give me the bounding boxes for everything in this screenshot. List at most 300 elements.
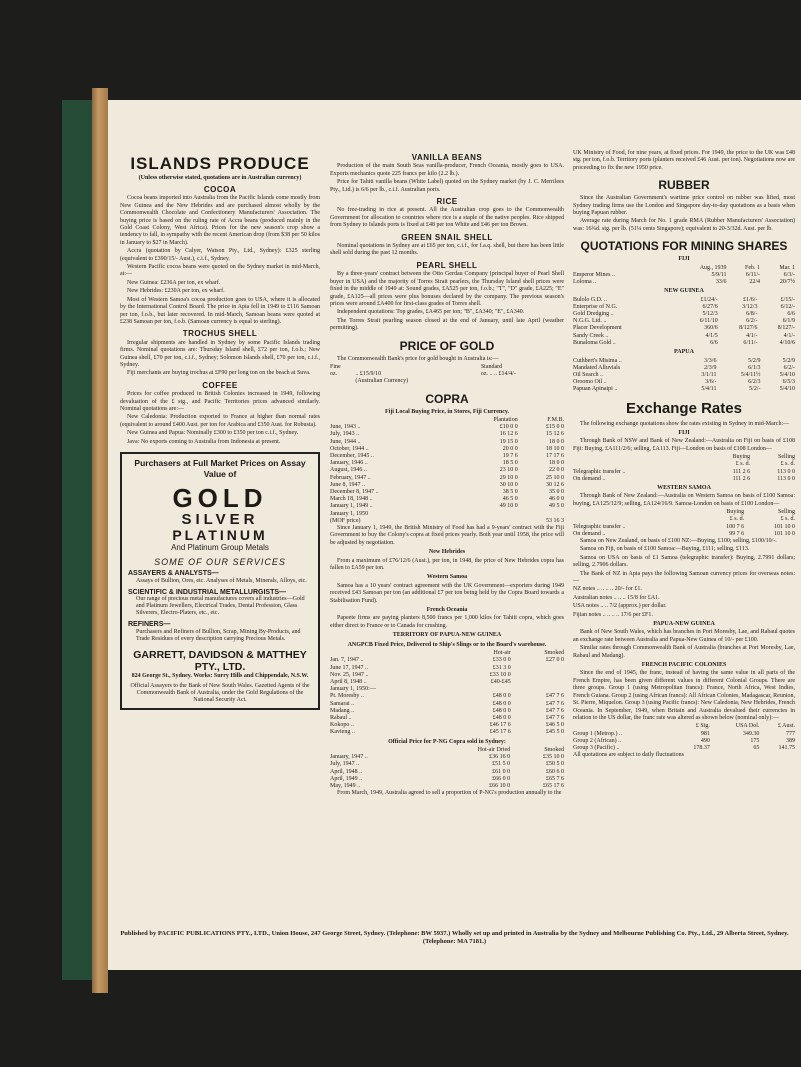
table-cell: Sandy Creek .. — [573, 332, 609, 339]
table-header — [330, 417, 455, 424]
table-cell: Rabaul .. — [330, 714, 352, 721]
table-cell: £65 7 6 — [546, 775, 564, 782]
table-header: Selling — [777, 509, 795, 516]
table-row — [573, 279, 795, 286]
page-title: ISLANDS PRODUCE — [130, 154, 310, 173]
table-row — [573, 531, 795, 538]
table-cell: On demand .. — [573, 475, 606, 482]
copra-heading: COPRA — [425, 391, 469, 406]
table-cell: On demand .. — [573, 530, 606, 537]
mining-table — [573, 265, 795, 287]
table-header: USA Dol. — [735, 723, 760, 730]
table-header: Buying — [732, 454, 751, 461]
table-row — [330, 482, 564, 489]
table-cell: 46 0 0 — [549, 496, 564, 503]
table-cell: 99 7 6 — [729, 530, 745, 537]
column-middle — [330, 150, 564, 799]
mining-table — [573, 358, 795, 394]
table-cell: June, 1943 .. — [330, 424, 361, 431]
table-cell: 18 0 0 — [549, 460, 564, 467]
table-cell — [355, 364, 481, 371]
table-cell: £66 0 0 — [492, 775, 511, 782]
ad-section-heading: SCIENTIFIC & INDUSTRIAL METALLURGISTS— — [128, 588, 287, 596]
exchange-samoa-table — [573, 509, 795, 538]
table-cell: 19 15 0 — [499, 438, 518, 445]
table-cell: 6/2/- — [746, 318, 758, 325]
table-cell: 18 0 0 — [549, 438, 564, 445]
table-row — [573, 304, 795, 311]
table-cell: January, 1946 .. — [330, 460, 368, 467]
table-row — [573, 524, 795, 531]
table-cell: Cuthbert's Misima .. — [573, 357, 622, 364]
table-row — [573, 311, 795, 318]
table-cell: £36 16 0 — [489, 754, 511, 761]
table-cell: March 18, 1948 .. — [330, 496, 373, 503]
table-cell: 53 16 3 — [546, 517, 564, 524]
table-cell: £50 5 0 — [546, 761, 564, 768]
table-cell: £51 5 0 — [492, 761, 511, 768]
table-cell: 18 10 0 — [546, 445, 564, 452]
table-cell: Group 3 (Pacific) .. — [573, 744, 620, 751]
table-cell: 3/1/11 — [701, 371, 717, 378]
table-cell: Bunaloma Gold .. — [573, 339, 616, 346]
exchange-para: Bank of New South Wales, which has branches in Port Moresby, Lae, and Rabaul quotes an exchange rate between Australia and Papua-New Guinea of 10/- per £100. — [573, 629, 795, 643]
table-header: Hot-air Dried — [477, 746, 511, 753]
table-row — [573, 469, 795, 476]
vanilla-heading: VANILLA BEANS — [411, 153, 483, 162]
table-cell: £48 0 0 — [492, 707, 511, 714]
table-cell: 6/3/- — [783, 271, 795, 278]
table-cell: 38 5 0 — [502, 488, 518, 495]
table-cell: 111 2 6 — [732, 475, 751, 482]
table-cell: 6/2/- — [783, 364, 795, 371]
table-cell: Kavieng .. — [330, 729, 355, 736]
table-cell: Nov. 25, 1947 .. — [330, 671, 369, 678]
table-cell: £47 7 6 — [546, 707, 564, 714]
exchange-para: The Bank of NZ in Apia pays the following Samoan currency prices for overseas notes:— — [573, 570, 795, 585]
table-cell: 23 10 0 — [499, 467, 518, 474]
table-cell: 113 0 0 — [777, 475, 795, 482]
table-cell — [511, 686, 564, 693]
table-cell: 6/1/9 — [782, 318, 795, 325]
table-row — [330, 460, 564, 467]
table-header-row — [330, 747, 564, 754]
table-cell: £10 0 0 — [499, 424, 518, 431]
table-cell: 30 10 0 — [499, 481, 518, 488]
coffee-para: Prices for coffee produced in British Colonies increased in 1949, following devaluation of the £ stg., and Pacific Territories prices advanced similarly. Nominal quotations are:— — [120, 391, 320, 412]
table-cell: April 8, 1948 .. — [330, 678, 367, 685]
table-cell: 490 — [700, 737, 710, 744]
gold-price-heading: PRICE OF GOLD — [399, 338, 495, 353]
table-cell: 6/2/3 — [748, 379, 761, 386]
cocoa-para: Most of Western Samoa's cocoa production goes to USA, where it is allocated by the International Control Board. The price in Apia fell in 1949 to £116 Samoan per ton, f.o.b., but later recovered. In mid-March, Samoan beans were quoted at £238 Samoan per ton, f.o.b. (Samoan currency is equal to sterling). — [120, 296, 320, 325]
table-cell: June, 1944 .. — [330, 438, 361, 445]
table-cell: £1/24/- — [700, 296, 718, 303]
table-header — [330, 747, 427, 754]
coffee-para: Java: No exports coming to Australia from Indonesia at present. — [127, 438, 281, 445]
table-cell: £61 0 0 — [492, 768, 511, 775]
cocoa-para: New Hebrides: £230A per ton, ex wharf. — [127, 288, 225, 295]
table-cell: Samarai .. — [330, 700, 355, 707]
table-cell — [481, 378, 564, 385]
table-header-row — [573, 509, 795, 516]
column-right — [573, 150, 795, 761]
exchange-fiji-table — [573, 454, 795, 483]
table-row — [573, 731, 795, 738]
table-cell: 6/1/3 — [748, 364, 761, 371]
table-cell: 5/2/9 — [748, 357, 761, 364]
mining-table — [573, 297, 795, 347]
exchange-fpc-body — [573, 731, 795, 753]
table-cell: 5/4/10 — [779, 371, 795, 378]
coffee-para: New Caledonia: Production exported to France at higher than normal rates (equivalent to around £400 Aust. per ton for Arabica and £350 Aust. for Robusta). — [120, 414, 320, 428]
exchange-para: Samoa on Fiji, on basis of £100 Samoa:—Buying, £111; selling, £113. — [580, 546, 750, 553]
table-row — [573, 297, 795, 304]
table-cell: Madang .. — [330, 707, 355, 714]
table-cell: Pt. Moresby .. — [330, 693, 364, 700]
table-row — [330, 511, 564, 518]
table-cell: January 1, 1950 — [330, 510, 369, 517]
table-cell: Bulolo G.D. .. — [573, 296, 608, 303]
publisher-footer: Published by PACIFIC PUBLICATIONS PTY., LTD., Union House, 247 George Street, Sydney. (Telephone: BW 5937.) Wholly set up and printed in Australia by the Sydney and Melbourne Publishing Co. Pty., Ltd., 29 Alberta Street, Sydney. (Telephone: MA 7181.) — [120, 930, 789, 945]
table-header — [573, 461, 706, 468]
table-cell: 5/2/9 — [782, 357, 795, 364]
table-cell: Telegraphic transfer .. — [573, 523, 626, 530]
exchange-fpc-heading: FRENCH PACIFIC COLONIES — [641, 662, 727, 669]
pearl-para: Independent quotations: Top grades, £A465 per ton; "B", £A340; "E", £A340. — [337, 309, 525, 316]
table-cell: Emperor Mines .. — [573, 271, 615, 278]
table-cell: 49 10 0 — [499, 503, 518, 510]
table-cell — [455, 511, 518, 518]
exchange-png-heading: PAPUA-NEW GUINEA — [653, 621, 715, 628]
pearl-para: By a three-years' contract between the Otto Gerdau Company (principal buyer of Pearl Shell buyer in USA) and the majority of Torres Strait pearlers, the Thursday Island shell prices were fixed in the middle of 1949 at: Sound grades, £A525 per ton, f.o.b.; "T", "D" grade, £A225; "E" grade, £A125—all prices were plus bonuses declared by the company. The previous season's prices were around £A400 for first-class grades of Torres shell. — [330, 271, 564, 307]
table-cell: £35 10 0 — [543, 754, 564, 761]
table-cell: £45 17 6 — [489, 729, 511, 736]
ad-gold: GOLD — [172, 483, 268, 513]
table-cell: 4/10/6 — [779, 339, 795, 346]
table-row — [330, 489, 564, 496]
table-cell: 18 5 0 — [502, 460, 518, 467]
table-header — [573, 509, 700, 516]
table-cell: 49 5 0 — [549, 503, 564, 510]
table-cell: 4/1/- — [783, 332, 795, 339]
table-row — [573, 333, 795, 340]
table-cell: 5/12/3 — [702, 311, 718, 318]
gold-para: The Commonwealth Bank's price for gold bought in Australia is:— — [337, 355, 499, 362]
table-cell: 100 7 6 — [726, 523, 745, 530]
table-cell: oz. .. .. £14/4/- — [480, 371, 516, 378]
trochus-para: Fiji merchants are buying trochus at £F90 per long ton on the beach at Suva. — [127, 370, 311, 377]
png-sydney-table — [330, 747, 564, 790]
table-cell: Fine — [330, 363, 341, 370]
ad-silver: SILVER — [181, 511, 259, 528]
ad-section-heading: REFINERS— — [128, 621, 171, 629]
table-cell: 6/11/10 — [699, 318, 718, 325]
table-cell: 25 10 0 — [546, 474, 564, 481]
table-cell: 29 10 0 — [499, 474, 518, 481]
table-header-row — [573, 723, 795, 730]
png-copra-heading: TERRITORY OF PAPUA-NEW GUINEA — [392, 632, 502, 639]
table-row — [573, 325, 795, 332]
table-row — [330, 496, 564, 503]
table-header: £ Aust. — [777, 723, 795, 730]
copra-para: From March, 1949, Australia agreed to sell a proportion of P-NG's production annually to the — [337, 790, 562, 797]
table-header: £ s. d. — [780, 516, 795, 523]
table-cell: Group 1 (Metrop.) .. — [573, 730, 622, 737]
exchange-samoa-body — [573, 524, 795, 538]
table-cell: January, 1947 .. — [330, 754, 368, 761]
table-cell — [511, 672, 564, 679]
table-cell: 6/11/- — [745, 271, 761, 278]
table-cell: 101 10 0 — [774, 530, 795, 537]
table-cell: £48 0 0 — [492, 693, 511, 700]
table-cell: (MOF price) — [330, 517, 361, 524]
table-header: £ s. d. — [780, 461, 795, 468]
ad-firm-name: GARRETT, DAVIDSON & MATTHEY PTY., LTD. — [133, 648, 307, 673]
ad-official: Official Assayers to the Bank of New South Wales. Gazetted Agents of the Commonwealth Bank of Australia, under the Gold Regulations of the National Security Act. — [130, 682, 310, 703]
table-cell: Jan. 7, 1947 .. — [330, 657, 364, 664]
table-cell: £15 0 0 — [546, 424, 564, 431]
table-cell: 175 — [750, 737, 760, 744]
table-header: Mar. 1 — [779, 264, 795, 271]
table-row — [573, 318, 795, 325]
table-cell: £1/6/- — [743, 296, 758, 303]
table-cell — [511, 665, 564, 672]
exchange-fiji-body — [573, 469, 795, 483]
fiji-copra-table — [330, 417, 564, 525]
table-header-row — [573, 516, 795, 523]
table-cell: April, 1949 .. — [330, 775, 363, 782]
exchange-para: Samoa on New Zealand, on basis of £100 NZ:—Buying, £100; selling, £100/10/-. — [580, 537, 777, 544]
exchange-line: Australian notes .. .. .. 15/8 for £A1. — [573, 594, 660, 601]
table-cell: £65 17 6 — [543, 782, 564, 789]
vanilla-para: Price for Tahiti vanilla beans (White Label) quoted on the Sydney market (by J. C. Merrilees Pty., Ltd.) is 6/6 per lb., c.i.f. Australian ports. — [330, 179, 564, 193]
rubber-heading: RUBBER — [658, 178, 710, 193]
table-cell: 349.30 — [742, 730, 760, 737]
png-sydney-body — [330, 754, 564, 790]
exchange-para: Similar rates through Commonwealth Bank of Australia (branches at Port Moresby, Lae, Rabaul and Madang). — [573, 645, 795, 659]
table-cell: Placer Development — [573, 325, 622, 332]
rice-heading: RICE — [436, 197, 458, 207]
table-cell: £48 0 0 — [492, 714, 511, 721]
book-spine — [62, 100, 96, 980]
table-row — [573, 476, 795, 483]
continued-para: UK Ministry of Food, for nine years, at fixed prices. For 1949, the price to the UK was £48 stg. per ton, f.o.b. Territory ports (planters received £46 Aust. per ton). Negotiations now are proceeding to fix the new 1950 price. — [573, 150, 795, 171]
table-cell: Group 2 (African) .. — [573, 737, 622, 744]
table-row — [330, 431, 564, 438]
magazine-page — [108, 100, 801, 970]
table-cell: 6/5/3 — [782, 379, 795, 386]
table-cell: £47 7 6 — [546, 700, 564, 707]
table-cell: June 17, 1947 .. — [330, 664, 368, 671]
copra-para: Since January 1, 1949, the British Ministry of Food has had a 9-years' contract with the Fiji Government to buy the Colony's copra at fixed prices yearly. Both year until 1958, the price will be adjusted by negotiation. — [330, 525, 564, 546]
png-copra-subheading: ANGPCB Fixed Price, Delivered to Ship's Slings or to the Board's warehouse. — [347, 641, 547, 648]
table-cell: 65 — [753, 744, 760, 751]
exchange-fpc-table — [573, 723, 795, 752]
table-cell: 6/27/6 — [702, 303, 718, 310]
table-cell: Standard — [480, 363, 503, 370]
table-cell: £48 0 0 — [492, 700, 511, 707]
png-sydney-heading: Official Price for P-NG Copra sold in Sydney: — [388, 738, 506, 745]
table-cell: £27 0 0 — [546, 657, 564, 664]
table-cell: April, 1948 .. — [330, 768, 363, 775]
table-cell — [511, 679, 564, 686]
western-samoa-heading: Western Samoa — [426, 574, 468, 581]
ad-section-heading: ASSAYERS & ANALYSTS— — [128, 570, 219, 578]
table-cell: 5/4/11 — [701, 386, 717, 393]
table-row — [330, 672, 564, 679]
table-cell: 15 12 6 — [546, 431, 564, 438]
table-header: Smoked — [544, 746, 564, 753]
table-cell: £33 0 0 — [492, 657, 511, 664]
green-snail-para: Nominal quotations in Sydney are at £65 per ton, c.i.f., for f.a.q. shell, but there has been little shell sold during the past 12 months. — [330, 243, 564, 257]
table-row — [573, 365, 795, 372]
coffee-para: New Guinea and Papua: Nominally £300 to £350 per ton c.i.f., Sydney. — [127, 430, 299, 437]
table-cell: 981 — [700, 730, 710, 737]
exchange-para: Through Bank of New Zealand:—Australia on Western Samoa on basis of £100 Samoa: buying, £A125/12/9; selling, £A124/16/9. Samoa-London on basis of £100 London— — [573, 493, 795, 507]
table-cell: Loloma .. — [573, 279, 597, 286]
table-cell: July, 1947 .. — [330, 761, 360, 768]
table-cell: December, 1945 .. — [330, 452, 374, 459]
table-cell: 22/4 — [749, 279, 761, 286]
table-row — [330, 657, 564, 664]
pearl-heading: PEARL SHELL — [416, 260, 478, 270]
cocoa-para: Cocoa beans imported into Australia from the Pacific Islands come mostly from New Guinea and the New Hebrides and are purchased almost wholly by the Commonwealth Chocolate and Confectionery Manufacturers' Association. The buying price is based on the ruling rate of Accra beans (produced mainly in the Gold Coast Colony, West Africa). Prices for the new season's crop show a tendency to fall, in sympathy with the recent American drop (from $38 per 50 kilos in January to $27 in March). — [120, 195, 320, 246]
table-row — [330, 722, 564, 729]
table-cell: £46 17 6 — [489, 722, 511, 729]
table-cell: 5/4/11½ — [740, 371, 761, 378]
table-cell: 35 0 0 — [549, 488, 564, 495]
table-cell: £47 7 6 — [546, 693, 564, 700]
table-cell: 5/2/- — [749, 386, 761, 393]
table-header — [573, 454, 706, 461]
table-cell: £60 6 0 — [546, 768, 564, 775]
fiji-copra-body — [330, 424, 564, 525]
table-cell: Gold Dredging .. — [573, 311, 614, 318]
table-row — [573, 358, 795, 365]
table-header: Aug., 1939 — [699, 264, 727, 271]
cocoa-heading: COCOA — [203, 185, 237, 194]
trochus-para: Irregular shipments are handled in Sydney by some Pacific Islands trading firms. Nominal quotations are: Thursday Island shell, £72 per ton, f.o.b.; New Guinea shell, £70 per ton, c.i.f., Sydney; Solomon Islands shell, £70 per ton, c.i.f., Sydney. — [120, 339, 320, 368]
table-header: Selling — [777, 454, 795, 461]
table-cell: 360/6 — [704, 325, 718, 332]
table-row — [330, 754, 564, 761]
table-cell: May, 1949 .. — [330, 782, 361, 789]
table-cell: 17 17 6 — [546, 452, 564, 459]
table-row — [330, 729, 564, 736]
table-cell: 111 2 6 — [732, 468, 751, 475]
table-cell: £46 5 0 — [546, 722, 564, 729]
table-cell: 141.75 — [778, 744, 795, 751]
table-header-row — [573, 461, 795, 468]
table-cell: Enterprise of N.G. — [573, 303, 618, 310]
table-cell: January 1, 1949 .. — [330, 503, 373, 510]
table-cell: 4/1/- — [746, 332, 758, 339]
table-cell: 6/6 — [787, 311, 795, 318]
table-row — [330, 439, 564, 446]
table-cell: July, 1943 .. — [330, 431, 360, 438]
table-header — [573, 265, 667, 272]
table-cell: Papuan Apinaipi .. — [573, 386, 618, 393]
table-cell: £33 10 0 — [489, 671, 511, 678]
table-header: £ s. d. — [735, 461, 751, 468]
exchange-line: USA notes .. .. 7/2 (approx.) per dollar. — [573, 603, 667, 610]
table-cell: £/15/- — [780, 296, 795, 303]
table-cell: £45 5 0 — [546, 729, 564, 736]
cocoa-para: Accra (quotation by Calyer, Watson Pty., Ltd., Sydney): £325 sterling (equivalent to £390/15/- Aust.), c.i.f., Sydney. — [120, 248, 320, 262]
page-subtitle: (Unless otherwise stated, quotations are in Australian currency) — [138, 175, 302, 181]
table-header-row — [573, 265, 795, 272]
ad-address: 824 George St., Sydney. Works: Surry Hills and Chippendale, N.S.W. — [131, 672, 309, 679]
table-cell: 389 — [786, 737, 795, 744]
table-header-row — [330, 650, 564, 657]
table-cell: £40-£45 — [490, 678, 511, 685]
table-cell: 6/11/- — [743, 339, 758, 346]
copra-para: Samoa has a 10 years' contract agreement with the UK Government—exporters during 1949 received £43 Samoan per ton (an additional £7 per ton being held by the Copra Board towards a Stabilisation Fund). — [330, 582, 564, 604]
ad-section-text: Our range of precious metal manufactures covers all industries—Gold and Platinum Jewellers, Electrical Trades, Dental Profession, Glass Silverers, Electro-Platers, etc., etc. — [136, 596, 305, 617]
ad-section-text: Assays of Bullion, Ores, etc. Analyses of Metals, Minerals, Alloys, etc. — [136, 577, 307, 584]
table-cell: 3/6/- — [705, 379, 717, 386]
table-cell: £66 10 0 — [489, 782, 511, 789]
table-cell: 178.37 — [693, 744, 710, 751]
table-cell: August, 1946 .. — [330, 467, 367, 474]
table-row — [330, 769, 564, 776]
column-left — [120, 150, 320, 710]
cocoa-para: Western Pacific cocoa beans were quoted on the Sydney market in mid-March, at:— — [120, 264, 320, 278]
table-row — [330, 378, 564, 385]
page-edges — [92, 88, 108, 993]
exchange-para: Since the end of 1945, the franc, instead of having the same value in all parts of the French Empire, has been given different values in different Colonial Groups. There are three groups. Group 1 (using Metropolitan francs): France, North Africa, West Indies, French Guiana. Group 2 (using African francs): All African Colonies, Madagascar, Reunion, St. Pierre, Miquelon. Group 3 (using Pacific francs): New Caledonia, New Hebrides, French Oceania. In September, 1949, when Britain and Australia devalued their currencies in relation to the US dollar, the franc rate was altered as shown below (nominal only):— — [573, 670, 795, 721]
table-cell: 20/7½ — [779, 279, 795, 286]
table-row — [573, 738, 795, 745]
ad-section-text: Purchasers and Refiners of Bullion, Scrap, Mining By-Products, and Trade Residues of every description carrying Precious Metals. — [136, 628, 301, 642]
table-cell: 101 10 0 — [774, 523, 795, 530]
table-header: Plantation — [493, 416, 518, 423]
table-cell: £47 7 6 — [546, 714, 564, 721]
table-cell: oz. — [330, 371, 338, 378]
table-row — [330, 693, 564, 700]
table-row — [330, 518, 564, 525]
table-row — [573, 379, 795, 386]
mining-ng-body — [573, 297, 795, 347]
table-row — [330, 776, 564, 783]
table-row — [330, 453, 564, 460]
table-row — [573, 386, 795, 393]
table-cell: Oroomo Oil .. — [573, 379, 607, 386]
ad-group-metals: And Platinum Group Metals — [171, 543, 269, 552]
ad-services-heading: SOME OF OUR SERVICES — [154, 557, 286, 567]
table-row — [573, 272, 795, 279]
exchange-intro: The following exchange quotations show the rates existing in Sydney in mid-March:— — [580, 420, 790, 427]
table-cell: October, 1944 .. — [330, 445, 369, 452]
rubber-para: Since the Australian Government's wartime price control on rubber was lifted, most Sydney trading firms use the London and Singapore day-to-day quotations as a basis when buying Papuan rubber. — [573, 195, 795, 217]
table-cell: 3/12/3 — [742, 303, 758, 310]
table-cell — [455, 518, 518, 525]
table-cell: Mandated Alluvials — [573, 364, 621, 371]
table-cell: N.G.G. Ltd. .. — [573, 318, 607, 325]
ad-tagline: Purchasers at Full Market Prices on Assay Value of — [134, 458, 306, 479]
table-cell: Oil Search .. — [573, 371, 603, 378]
mining-ng-heading: NEW GUINEA — [664, 288, 704, 295]
table-cell: Kokopo .. — [330, 722, 354, 729]
table-cell — [330, 378, 355, 385]
green-snail-heading: GREEN SNAIL SHELL — [401, 232, 493, 242]
table-cell: 5/4/10 — [779, 386, 795, 393]
table-header-row — [330, 417, 564, 424]
exchange-para: Through Bank of NSW and Bank of New Zealand:—Australia on Fiji on basis of £108 Fiji: Buying, £A111/2/6; selling, £A113. Fiji—London on basis of £108 London— — [573, 438, 795, 452]
table-row — [330, 715, 564, 722]
table-header — [330, 650, 454, 657]
